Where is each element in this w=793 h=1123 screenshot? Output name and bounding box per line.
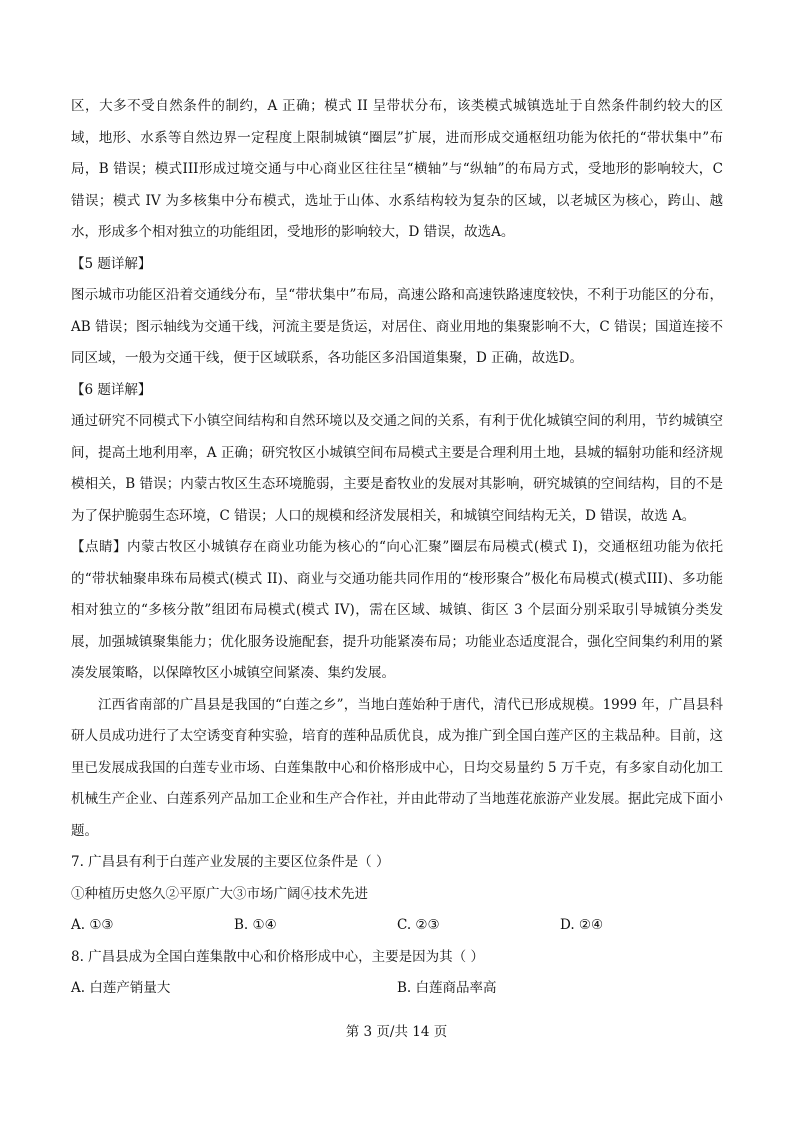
option-b: B. ①④ bbox=[234, 917, 277, 933]
note-paragraph: 【点睛】内蒙古牧区小城镇存在商业功能为核心的“向心汇聚”圈层布局模式(模式 I)，交通枢纽功能为依托的“带状轴聚串珠布局模式(模式 II)、商业与交通功能共同作用的“梭形聚合”极化布局模式(模式III)、多功能相对独立的“多核分散”组团布局模式(模式 IV)，需在区域、城镇、街区 3 个层面分别采取引导城镇分类发展，加强城镇聚集能力；优化服务设施配套，提升功能紧凑布局；功能业态适度混合，强化空间集约利用的紧凑发展策略，以保障牧区小城镇空间紧凑、集约发展。 bbox=[71, 539, 723, 681]
question-8-options bbox=[71, 973, 723, 1005]
document-page bbox=[71, 91, 723, 1005]
heading-q6-detail: 【6 题详解】 bbox=[71, 381, 152, 398]
answer-paragraph-4: 区，大多不受自然条件的制约，A 正确；模式 II 呈带状分布，该类模式城镇选址于自然条件制约较大的区域，地形、水系等自然边界一定程度上限制城镇“圈层”扩展，进而形成交通枢纽功能为依托的“带状集中”布局，B 错误；模式III形成过境交通与中心商业区往往呈“横轴”与“纵轴”的布局方式，受地形的影响较大，C 错误；模式 IV 为多核集中分布模式，选址于山体、水系结构较为复杂的区域，以老城区为核心，跨山、越水，形成多个相对独立的功能组团，受地形的影响较大，D 错误，故选A。 bbox=[71, 98, 723, 240]
material-paragraph: 江西省南部的广昌县是我国的“白莲之乡”，当地白莲始种于唐代，清代已形成规模。1999 年，广昌县科研人员成功进行了太空诱变育种实验，培育的莲种品质优良，成为推广到全国白莲产区的主栽品种。目前，这里已发展成我国的白莲专业市场、白莲集散中心和价格形成中心，日均交易量约 5 万千克，有多家自动化加工机械生产企业、白莲系列产品加工企业和生产合作社，并由此带动了当地莲花旅游产业发展。据此完成下面小题。 bbox=[71, 696, 723, 839]
question-7-options bbox=[71, 910, 723, 942]
page-number-footer: 第 3 页/共 14 页 bbox=[345, 1024, 448, 1040]
question-7-stem: 7. 广昌县有利于白莲产业发展的主要区位条件是（ ） bbox=[71, 854, 390, 870]
option-a: A. 白莲产销量大 bbox=[71, 980, 171, 996]
option-c: C. ②③ bbox=[397, 917, 440, 933]
heading-q5-detail: 【5 题详解】 bbox=[71, 255, 152, 272]
option-b: B. 白莲商品率高 bbox=[397, 980, 497, 996]
answer-paragraph-6: 通过研究不同模式下小镇空间结构和自然环境以及交通之间的关系，有利于优化城镇空间的利用，节约城镇空间，提高土地利用率，A 正确；研究牧区小城镇空间布局模式主要是合理利用土地，县城的辐射功能和经济规模相关，B 错误；内蒙古牧区生态环境脆弱，主要是畜牧业的发展对其影响，研究城镇的空间结构，目的不是为了保护脆弱生态环境，C 错误；人口的规模和经济发展相关，和城镇空间结构无关，D 错误，故选 A。 bbox=[71, 413, 723, 524]
question-8-stem: 8. 广昌县成为全国白莲集散中心和价格形成中心，主要是因为其（ ） bbox=[71, 948, 484, 965]
answer-paragraph-5: 图示城市功能区沿着交通线分布，呈“带状集中”布局，高速公路和高速铁路速度较快，不利于功能区的分布，AB 错误；图示轴线为交通干线，河流主要是货运，对居住、商业用地的集聚影响不大，C 错误；国道连接不同区域，一般为交通干线，便于区域联系，各功能区多沿国道集聚，D 正确，故选D。 bbox=[71, 287, 723, 366]
question-7-items: ①种植历史悠久②平原广大③市场广阔④技术先进 bbox=[71, 885, 368, 902]
option-a: A. ①③ bbox=[71, 917, 114, 933]
option-d: D. ②④ bbox=[560, 917, 604, 933]
